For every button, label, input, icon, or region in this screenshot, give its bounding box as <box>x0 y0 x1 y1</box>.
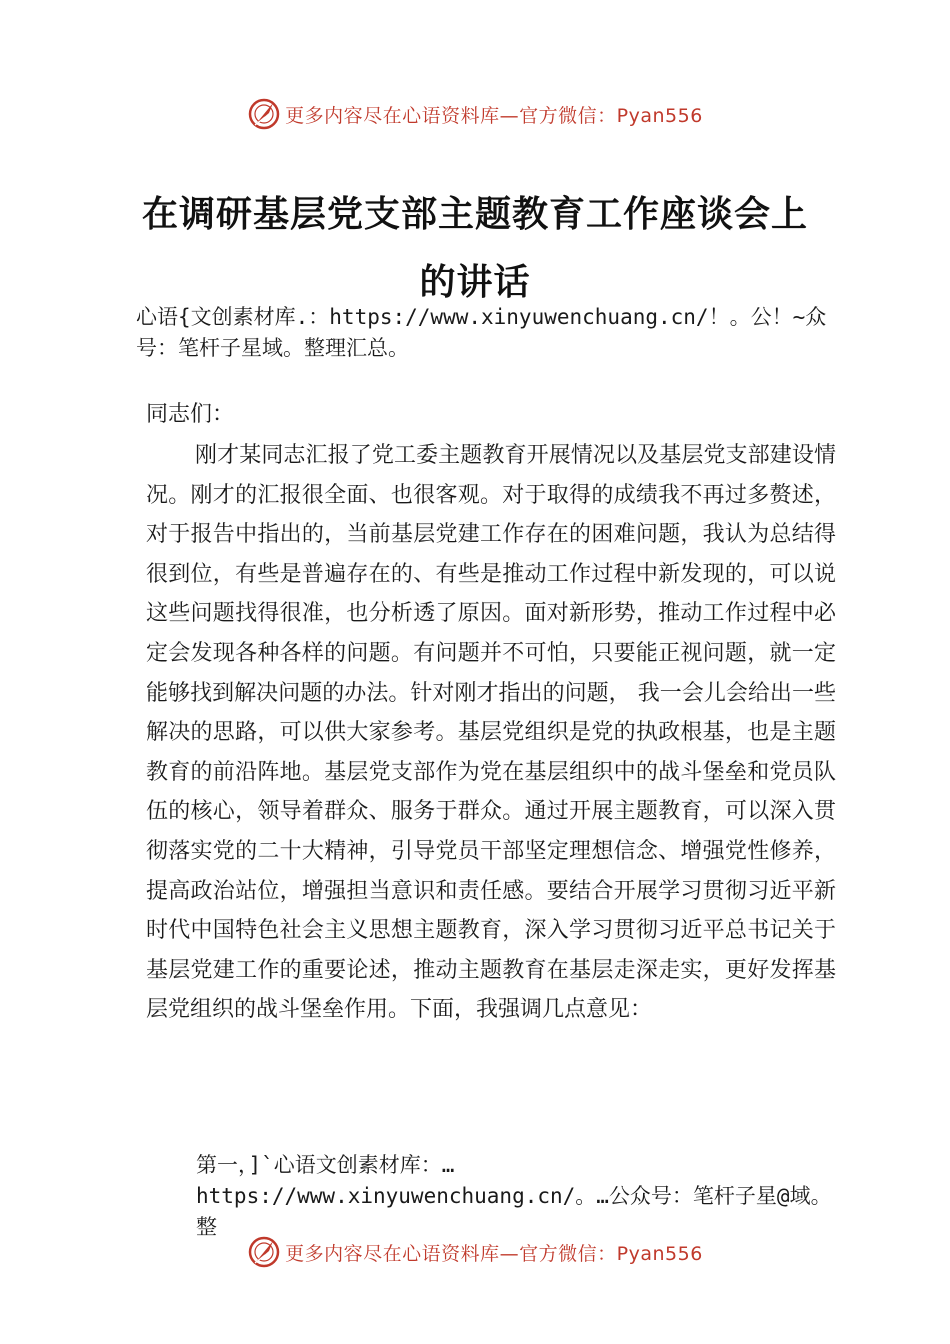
point-1: 第一，]`心语文创素材库：…https://www.xinyuwenchuang.cn/。…公众号：笔杆子星@域。整 <box>196 1153 832 1239</box>
quill-logo-icon <box>247 1235 281 1269</box>
banner-label <box>285 1239 703 1266</box>
paragraph-1: 刚才某同志汇报了党工委主题教育开展情况以及基层党支部建设情况。刚才的汇报很全面、也很客观。对于取得的成绩我不再过多赘述，对于报告中指出的，当前基层党建工作存在的困难问题，我认为总结得很到位，有些是普遍存在的、有些是推动工作过程中新发现的，可以说这些问题找得很准，也分析透了原因。面对新形势，推动工作过程中必定会发现各种各样的问题。有问题并不可怕，只要能正视问题，就一定能够找到解决问题的办法。针对刚才指出的问题， 我一会儿会给出一些解决的思路，可以供大家参考。基层党组织是党的执政根基，也是主题教育的前沿阵地。基层党支部作为党在基层组织中的战斗堡垒和党员队伍的核心，领导着群众、服务于群众。通过开展主题教育，可以深入贯彻落实党的二十大精神，引导党员干部坚定理想信念、增强党性修养，提高政治站位，增强担当意识和责任感。要结合开展学习贯彻习近平新时代中国特色社会主义思想主题教育，深入学习贯彻习近平总书记关于基层党建工作的重要论述，推动主题教育在基层走深走实，更好发挥基层党组织的战斗堡垒作用。下面，我强调几点意见： <box>146 443 836 1023</box>
banner-wechat-id: Pyan556 <box>616 1242 703 1265</box>
quill-logo-icon <box>247 97 281 131</box>
banner-main-text: 更多内容尽在心语资料库—官方微信： <box>285 104 617 127</box>
salutation: 同志们： <box>146 402 235 427</box>
banner-wechat-id: Pyan556 <box>616 104 703 127</box>
source-note: 心语{文创素材库.：https://www.xinyuwenchuang.cn/！。公！~众号：笔杆子星域。整理汇总。 <box>136 305 827 360</box>
document-title-line1: 在调研基层党支部主题教育工作座谈会上 <box>141 193 808 235</box>
banner-label <box>285 101 703 128</box>
banner-main-text: 更多内容尽在心语资料库—官方微信： <box>285 1242 617 1265</box>
header-banner <box>0 94 950 134</box>
footer-banner <box>0 1232 950 1272</box>
document-title-line2: 的讲话 <box>419 261 531 303</box>
